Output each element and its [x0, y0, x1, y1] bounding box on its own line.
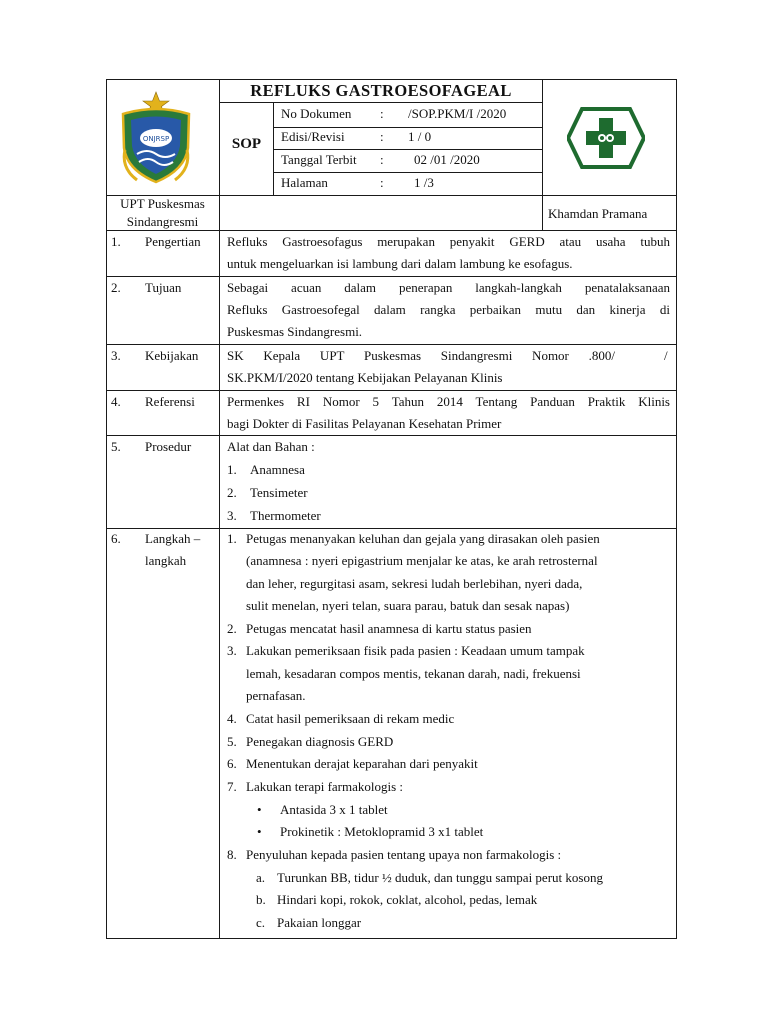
- body-line: Puskesmas Sindangresmi.: [227, 324, 363, 339]
- bullet-item: Prokinetik : Metoklopramid 3 x1 tablet: [280, 824, 484, 839]
- meta-label: Tanggal Terbit: [281, 152, 357, 167]
- sub-letter: c.: [256, 915, 266, 930]
- border-right: [676, 79, 677, 939]
- meta-value: 02 /01 /2020: [414, 152, 480, 167]
- signatory-name: Khamdan Pramana: [548, 206, 648, 221]
- meta-sep: :: [380, 152, 384, 167]
- list-item: (anamnesa : nyeri epigastrium menjalar ke atas, ke arah retrosternal: [246, 553, 598, 568]
- meta-sep: :: [380, 106, 384, 121]
- list-number: 3.: [227, 508, 237, 523]
- list-item: Menentukan derajat keparahan dari penyakit: [246, 756, 478, 771]
- header-right-divider: [542, 79, 543, 231]
- meta-label: Halaman: [281, 175, 328, 190]
- body-line: Permenkes RI Nomor 5 Tahun 2014 Tentang Panduan Praktik Klinis: [227, 394, 670, 409]
- section-label: Prosedur: [145, 439, 192, 454]
- sub-item: Hindari kopi, rokok, coklat, alcohol, pedas, lemak: [277, 892, 538, 907]
- list-item: Thermometer: [250, 508, 321, 523]
- sub-letter: b.: [256, 892, 266, 907]
- list-item: dan leher, regurgitasi asam, sekresi ludah berlebihan, nyeri dada,: [246, 576, 583, 591]
- list-item: Lakukan terapi farmakologis :: [246, 779, 404, 794]
- org-name-line1: UPT Puskesmas: [120, 196, 205, 211]
- body-line: SK Kepala UPT Puskesmas Sindangresmi Nomor .800/: [227, 348, 615, 363]
- list-number: 5.: [227, 734, 237, 749]
- section-number: 3.: [111, 348, 121, 363]
- sop-label: SOP: [231, 136, 262, 152]
- body-line: Refluks Gastroesofagus merupakan penyakit GERD atau usaha tubuh: [227, 234, 670, 249]
- list-number: 2.: [227, 485, 237, 500]
- meta-value: 1 /3: [414, 175, 434, 190]
- list-item: Petugas mencatat hasil anamnesa di kartu status pasien: [246, 621, 532, 636]
- list-item: Lakukan pemeriksaan fisik pada pasien : Keadaan umum tampak: [246, 643, 585, 658]
- section-number: 5.: [111, 439, 121, 454]
- section-label: Langkah –: [145, 531, 201, 546]
- list-number: 6.: [227, 756, 237, 771]
- list-number: 1.: [227, 531, 237, 546]
- section-label: Kebijakan: [145, 348, 199, 363]
- meta-label: Edisi/Revisi: [281, 129, 345, 144]
- section-label: Tujuan: [145, 280, 182, 295]
- regency-emblem-icon: [117, 88, 195, 188]
- list-number: 4.: [227, 711, 237, 726]
- border-bottom: [106, 938, 677, 939]
- list-item: Anamnesa: [250, 462, 305, 477]
- meta-value: 1 / 0: [408, 129, 432, 144]
- document-title: REFLUKS GASTROESOFAGEAL: [250, 81, 512, 100]
- bullet-item: Antasida 3 x 1 tablet: [280, 802, 388, 817]
- section-number: 4.: [111, 394, 121, 409]
- org-name-line2: Sindangresmi: [126, 214, 199, 229]
- bullet-icon: •: [257, 802, 262, 817]
- list-number: 7.: [227, 779, 237, 794]
- body-line-trailing-slash: /: [664, 348, 668, 363]
- section-label: Pengertian: [145, 234, 201, 249]
- list-number: 1.: [227, 462, 237, 477]
- column-divider: [219, 79, 220, 939]
- puskesmas-logo-icon: [567, 106, 645, 170]
- sub-item: Pakaian longgar: [277, 915, 362, 930]
- bullet-icon: •: [257, 824, 262, 839]
- meta-sep: :: [380, 129, 384, 144]
- section-number: 1.: [111, 234, 121, 249]
- body-line: Sebagai acuan dalam penerapan langkah-langkah penatalaksanaan: [227, 280, 670, 295]
- list-item: Petugas menanyakan keluhan dan gejala yang dirasakan oleh pasien: [246, 531, 600, 546]
- list-number: 2.: [227, 621, 237, 636]
- list-number: 3.: [227, 643, 237, 658]
- list-item: Penyuluhan kepada pasien tentang upaya non farmakologis :: [246, 847, 562, 862]
- list-item: sulit menelan, nyeri telan, suara parau, batuk dan sesak napas): [246, 598, 570, 613]
- svg-text:ONJRSP: ONJRSP: [142, 135, 170, 143]
- section-number: 2.: [111, 280, 121, 295]
- prosedur-heading: Alat dan Bahan :: [227, 439, 315, 454]
- right-logo: [567, 106, 645, 170]
- list-item: pernafasan.: [246, 688, 306, 703]
- meta-sep: :: [380, 175, 384, 190]
- section-label: langkah: [145, 553, 187, 568]
- body-line: bagi Dokter di Fasilitas Pelayanan Kesehatan Primer: [227, 416, 502, 431]
- meta-value: /SOP.PKM/I /2020: [408, 106, 507, 121]
- list-number: 8.: [227, 847, 237, 862]
- list-item: Catat hasil pemeriksaan di rekam medic: [246, 711, 455, 726]
- left-logo: [117, 88, 195, 188]
- list-item: lemah, kesadaran compos mentis, tekanan darah, nadi, frekuensi: [246, 666, 581, 681]
- sop-divider: [273, 102, 274, 196]
- section-label: Referensi: [145, 394, 195, 409]
- list-item: Penegakan diagnosis GERD: [246, 734, 394, 749]
- meta-label: No Dokumen: [281, 106, 352, 121]
- sub-letter: a.: [256, 870, 266, 885]
- section-number: 6.: [111, 531, 121, 546]
- sub-item: Turunkan BB, tidur ½ duduk, dan tunggu sampai perut kosong: [277, 870, 603, 885]
- body-line: untuk mengeluarkan isi lambung dari dalam lambung ke esofagus.: [227, 256, 573, 271]
- list-item: Tensimeter: [250, 485, 308, 500]
- body-line: Refluks Gastroesofegal dalam rangka perbaikan mutu dan kinerja di: [227, 302, 670, 317]
- body-line: SK.PKM/I/2020 tentang Kebijakan Pelayanan Klinis: [227, 370, 503, 385]
- row-divider-4: [106, 435, 677, 436]
